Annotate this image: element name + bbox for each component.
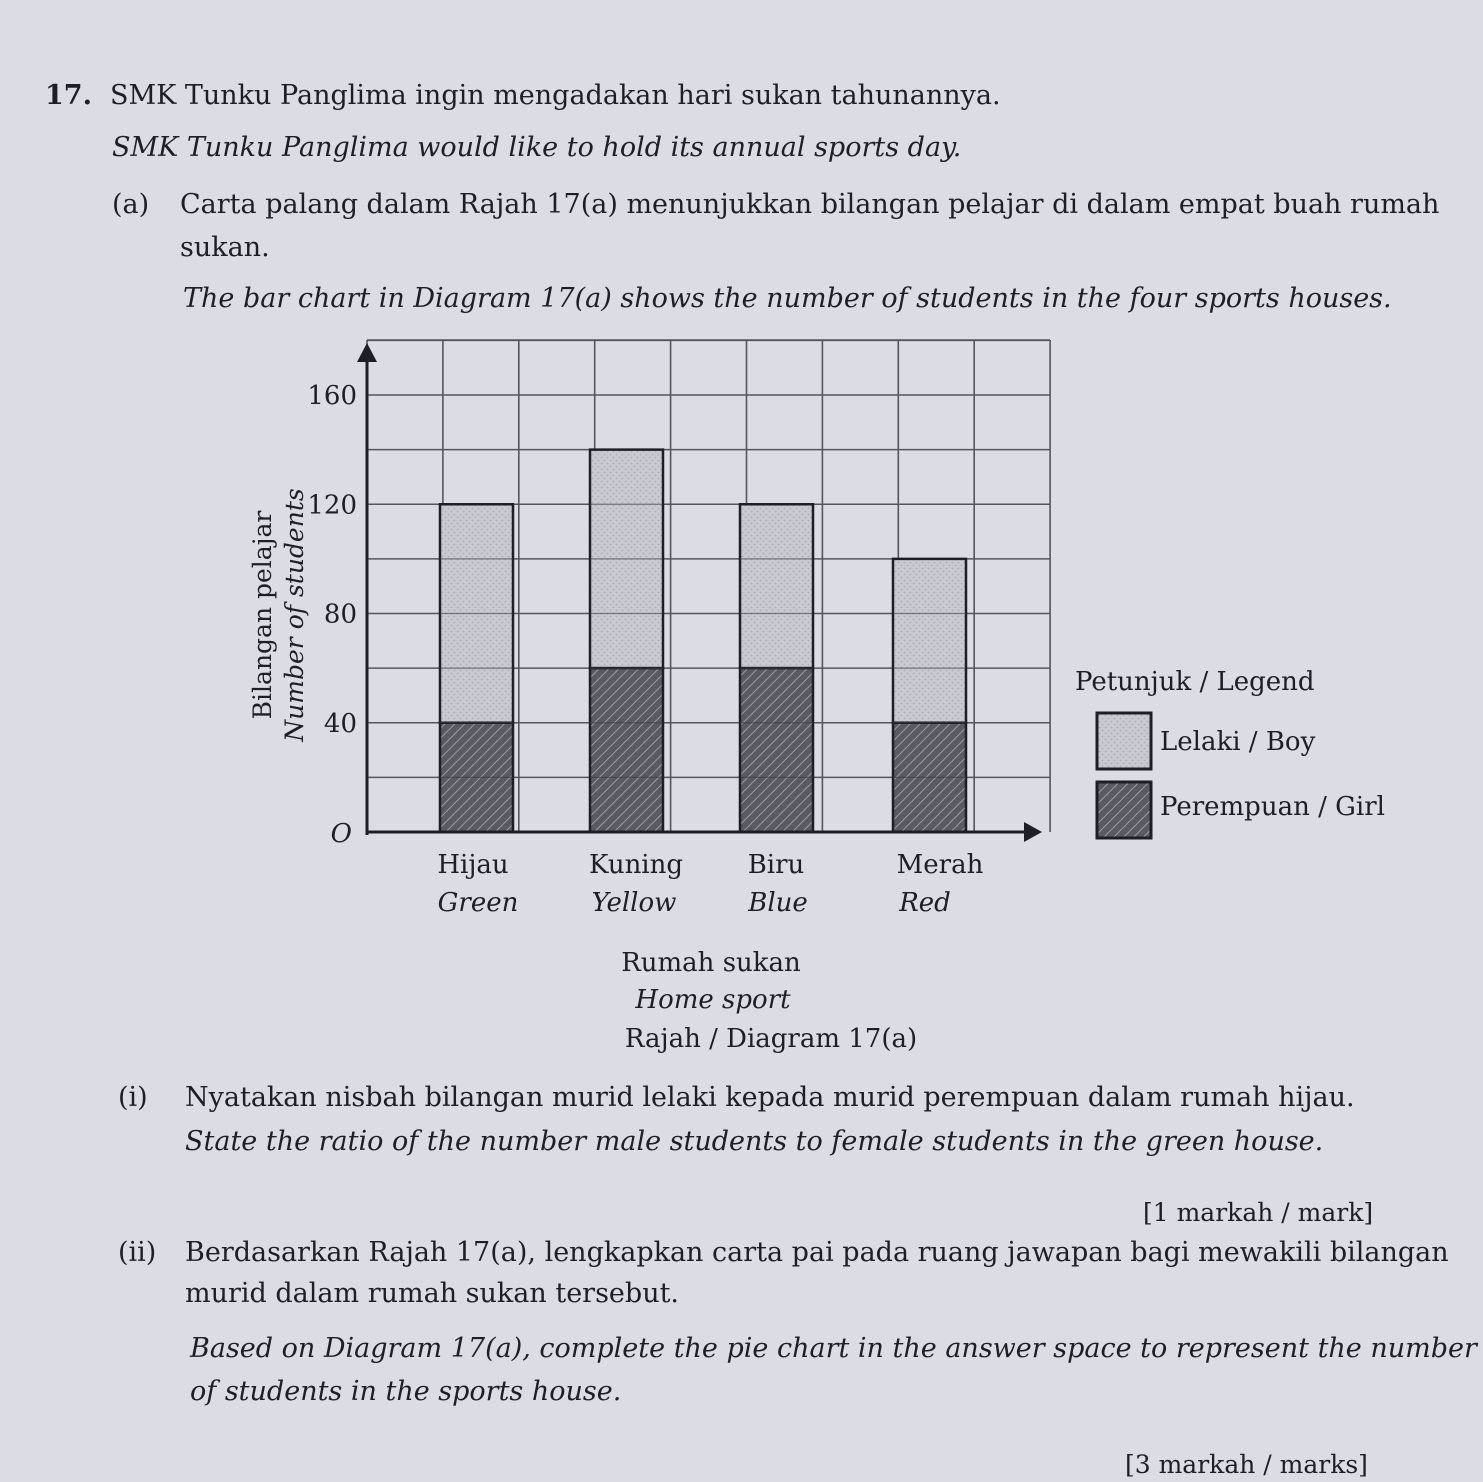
bar-girl-biru [740,668,813,832]
x-category-label-malay: Kuning [588,850,684,880]
x-axis-arrow-icon [1024,822,1042,842]
x-category-labels [437,850,983,918]
part-i-marks: [1 markah / mark] [1143,1198,1374,1227]
legend-title: Petunjuk / Legend [1075,667,1315,697]
intro-english: SMK Tunku Panglima would like to hold its annual sports day. [112,132,962,163]
part-ii-text-english-1: Based on Diagram 17(a), complete the pie chart in the answer space to represent the number [190,1333,1477,1364]
x-axis-title-malay: Rumah sukan [621,948,801,978]
legend-label-girl: Perempuan / Girl [1160,792,1385,822]
legend-label-boy: Lelaki / Boy [1160,727,1316,757]
part-i-text-english: State the ratio of the number male students to female students in the green house. [185,1126,1324,1157]
part-ii-label: (ii) [118,1237,157,1268]
part-a-text-english: The bar chart in Diagram 17(a) shows the number of students in the four sports houses. [183,283,1392,314]
x-axis-title-english: Home sport [635,985,791,1015]
x-category-label-english: Green [437,888,519,918]
y-tick-labels [307,381,357,849]
part-i-text-malay: Nyatakan nisbah bilangan murid lelaki kepada murid perempuan dalam rumah hijau. [185,1082,1355,1113]
y-axis-arrow-icon [357,343,377,362]
y-tick-label: O [330,819,352,849]
part-ii-marks: [3 markah / marks] [1125,1450,1368,1479]
question-number: 17. [45,80,92,111]
part-a-label: (a) [112,189,150,220]
part-i-label: (i) [118,1082,148,1113]
x-category-label-english: Blue [748,888,808,918]
x-category-label-english: Yellow [591,888,677,918]
intro-malay: SMK Tunku Panglima ingin mengadakan hari sukan tahunannya. [110,80,1001,111]
x-category-label-malay: Biru [747,850,805,880]
diagram-caption: Rajah / Diagram 17(a) [624,1024,918,1054]
x-category-label-malay: Merah [896,850,984,880]
y-tick-label: 80 [323,599,357,630]
y-axis-title-english: Number of students [280,488,309,742]
y-axis-title-malay: Bilangan pelajar [248,510,277,720]
y-tick-label: 40 [323,708,357,739]
x-category-label-malay: Hijau [437,850,509,880]
part-ii-text-malay-1: Berdasarkan Rajah 17(a), lengkapkan carta pai pada ruang jawapan bagi mewakili bilangan [185,1237,1449,1268]
part-a-text-malay-1: Carta palang dalam Rajah 17(a) menunjukkan bilangan pelajar di dalam empat buah rumah [180,189,1440,220]
part-ii-text-english-2: of students in the sports house. [190,1376,622,1407]
bar-boy-merah [893,559,966,723]
part-a-text-malay-2: sukan. [180,232,270,263]
bar-boy-biru [740,504,813,668]
y-tick-label: 160 [307,381,357,411]
y-tick-label: 120 [307,490,357,521]
part-ii-text-malay-2: murid dalam rumah sukan tersebut. [185,1278,680,1309]
bar-girl-kuning [590,668,663,832]
legend-swatch-girl [1097,782,1151,838]
x-category-label-english: Red [899,888,951,918]
legend-swatch-boy [1097,713,1151,769]
